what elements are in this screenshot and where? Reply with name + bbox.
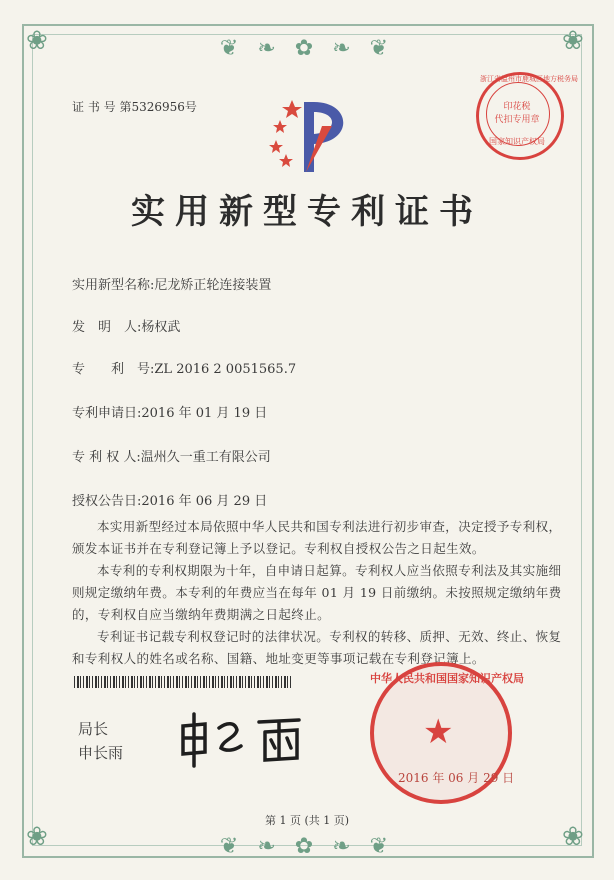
corner-ornament-icon: ❀	[562, 822, 584, 852]
paragraph-term: 本专利的专利权期限为十年，自申请日起算。专利权人应当依照专利法及其实施细则规定缴纳年费。本专利的年费应当在每年 01 月 19 日前缴纳。未按照规定缴纳年费的，专利权自应当缴纳年费期满之日起终止。	[72, 563, 562, 622]
field-label: 专 利 号:	[72, 362, 155, 377]
certificate-number: 证 书 号 第5326956号	[72, 100, 197, 114]
paragraph-legal-status: 专利证书记载专利权登记时的法律状况。专利权的转移、质押、无效、终止、恢复和专利权人的姓名或名称、国籍、地址变更等事项记载在专利登记簿上。	[72, 629, 562, 666]
field-value: ZL 2016 2 0051565.7	[154, 362, 297, 377]
field-label: 发 明 人:	[72, 320, 142, 335]
field-filing-date	[72, 402, 267, 421]
field-value: 2016 年 01 月 19 日	[141, 406, 268, 421]
signatory-title: 局长	[78, 720, 109, 738]
certificate-title: 实用新型专利证书	[131, 192, 483, 232]
field-patent-number	[72, 358, 296, 377]
field-utility-model-name	[72, 274, 271, 293]
national-emblem-icon: ★	[423, 712, 454, 752]
field-patentee	[72, 446, 271, 465]
field-label: 专 利 权 人:	[72, 450, 141, 465]
bottom-ornament-icon: ❦ ❧ ✿ ❧ ❦	[219, 834, 395, 859]
corner-ornament-icon: ❀	[562, 26, 584, 56]
seal-date: 2016 年 06 月 29 日	[398, 771, 515, 785]
field-label: 授权公告日:	[72, 494, 142, 509]
field-label: 实用新型名称:	[72, 278, 155, 293]
field-value: 温州久一重工有限公司	[140, 450, 271, 465]
certificate-page: ❦ ❧ ✿ ❧ ❦ ❦ ❧ ✿ ❧ ❦ ❀ ❀ ❀ ❀ 证 书 号 第5326956号 实用新型专利证书 实用新型名称:尼龙矫正轮连接装置 发 明 人:杨权武 专 利 号:ZL 2016 2 0051565.7 专利申请日:2016 年 01 月 19 日 专 利 权 人:温州久一重工有限公司 授权公告日:2016 年 06 月 29 日 本实用新型经过本局依照中华人民共和国专利法进行初步审查，决定授予专利权，颁发本证书并在专利登记簿上予以登记。专利权自授权公告之日起生效。 本专利的专利权期限为十年，自申请日起算。专利权人应当依照专利法及其实施细则规定缴纳年费。本专利的年费应当在每年 01 月 19 日前缴纳。未按照规定缴纳年费的，专利权自应当缴纳年费期满之日起终止。 专利证书记载专利权登记时的法律状况。专利权的转移、质押、无效、终止、恢复和专利权人的姓名或名称、国籍、地址变更等事项记载在专利登记簿上。 局长 申长雨 浙江省温州市鹿城区地方税务局 印花税 代扣专用章 国家知识产权局 中华人民共和国国家知识产权局 ★ 2016 年 06 月 29 日 第 1 页 (共 1 页)	[0, 0, 614, 880]
field-value: 杨权武	[141, 320, 181, 335]
page-number: 第 1 页 (共 1 页)	[264, 814, 350, 827]
field-value: 2016 年 06 月 29 日	[141, 494, 268, 509]
corner-ornament-icon: ❀	[26, 26, 48, 56]
field-grant-date	[72, 490, 267, 509]
barcode	[74, 676, 292, 688]
paragraph-grant: 本实用新型经过本局依照中华人民共和国专利法进行初步审查，决定授予专利权，颁发本证书并在专利登记簿上予以登记。专利权自授权公告之日起生效。	[72, 519, 562, 556]
handwritten-signature	[175, 708, 305, 770]
field-value: 尼龙矫正轮连接装置	[154, 278, 272, 293]
corner-ornament-icon: ❀	[26, 822, 48, 852]
cnipa-logo-icon	[262, 92, 362, 178]
signatory-name: 申长雨	[78, 744, 124, 762]
field-inventor	[72, 316, 180, 335]
top-ornament-icon: ❦ ❧ ✿ ❧ ❦	[219, 36, 395, 61]
field-label: 专利申请日:	[72, 406, 142, 421]
